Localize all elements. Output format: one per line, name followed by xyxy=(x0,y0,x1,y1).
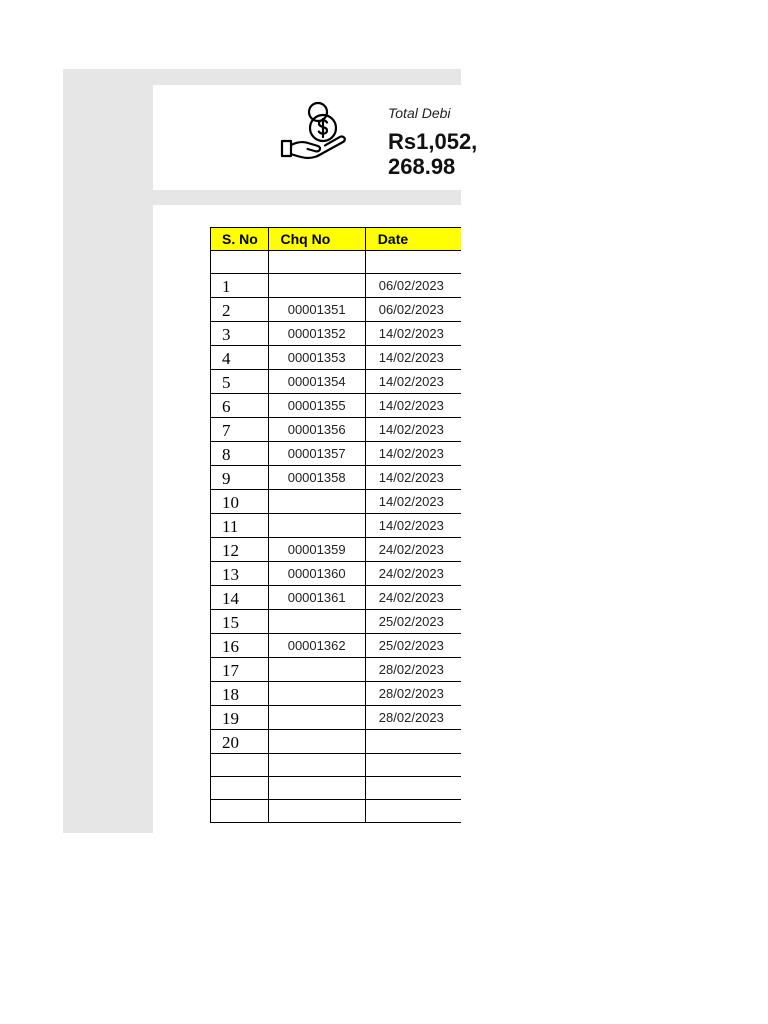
cell-s-no: 20 xyxy=(211,730,269,754)
table-row xyxy=(211,251,462,274)
cell-chq-no: 00001352 xyxy=(268,322,365,346)
table-row xyxy=(211,394,462,418)
cell-date xyxy=(365,754,461,777)
cell-chq-no xyxy=(268,251,365,274)
cell-chq-no: 00001354 xyxy=(268,370,365,394)
cell-chq-no xyxy=(268,682,365,706)
cell-date: 06/02/2023 xyxy=(365,274,461,298)
cell-chq-no: 00001355 xyxy=(268,394,365,418)
cell-s-no xyxy=(211,251,269,274)
header-date: Date xyxy=(365,228,461,251)
table-row xyxy=(211,777,462,800)
cell-s-no: 16 xyxy=(211,634,269,658)
cell-date: 28/02/2023 xyxy=(365,682,461,706)
cell-s-no: 3 xyxy=(211,322,269,346)
table-row xyxy=(211,800,462,823)
cell-chq-no xyxy=(268,800,365,823)
cell-s-no: 10 xyxy=(211,490,269,514)
cell-chq-no xyxy=(268,777,365,800)
ledger-panel xyxy=(153,205,461,833)
cell-s-no xyxy=(211,777,269,800)
hand-coins-icon xyxy=(279,99,349,171)
table-row xyxy=(211,514,462,538)
table-row xyxy=(211,418,462,442)
cell-s-no: 13 xyxy=(211,562,269,586)
cell-chq-no xyxy=(268,610,365,634)
cell-s-no: 4 xyxy=(211,346,269,370)
table-row xyxy=(211,682,462,706)
cell-s-no: 19 xyxy=(211,706,269,730)
cell-date: 14/02/2023 xyxy=(365,418,461,442)
cell-s-no: 5 xyxy=(211,370,269,394)
cell-s-no: 8 xyxy=(211,442,269,466)
cell-date: 14/02/2023 xyxy=(365,466,461,490)
cell-date: 14/02/2023 xyxy=(365,490,461,514)
table-row xyxy=(211,658,462,682)
total-debit-card xyxy=(153,85,478,190)
table-row xyxy=(211,634,462,658)
cell-chq-no: 00001353 xyxy=(268,346,365,370)
table-row xyxy=(211,562,462,586)
cell-chq-no: 00001360 xyxy=(268,562,365,586)
cell-chq-no: 00001359 xyxy=(268,538,365,562)
cell-date xyxy=(365,730,461,754)
table-row xyxy=(211,442,462,466)
cell-chq-no: 00001351 xyxy=(268,298,365,322)
cheque-ledger-table xyxy=(210,227,461,823)
cell-date: 14/02/2023 xyxy=(365,322,461,346)
cell-s-no: 14 xyxy=(211,586,269,610)
cell-chq-no xyxy=(268,658,365,682)
cell-date: 14/02/2023 xyxy=(365,346,461,370)
total-debit-value: Rs1,052,268.98 xyxy=(388,129,478,179)
cell-chq-no xyxy=(268,754,365,777)
cell-chq-no xyxy=(268,730,365,754)
cell-chq-no: 00001356 xyxy=(268,418,365,442)
table-row xyxy=(211,730,462,754)
cell-s-no: 18 xyxy=(211,682,269,706)
cell-date xyxy=(365,251,461,274)
cell-date: 14/02/2023 xyxy=(365,370,461,394)
cell-chq-no: 00001357 xyxy=(268,442,365,466)
table-row xyxy=(211,490,462,514)
cell-date: 14/02/2023 xyxy=(365,394,461,418)
cell-date: 14/02/2023 xyxy=(365,442,461,466)
cell-date: 24/02/2023 xyxy=(365,538,461,562)
cell-date xyxy=(365,777,461,800)
table-row xyxy=(211,370,462,394)
cell-s-no: 7 xyxy=(211,418,269,442)
cell-chq-no: 00001358 xyxy=(268,466,365,490)
cell-s-no: 15 xyxy=(211,610,269,634)
cell-s-no: 12 xyxy=(211,538,269,562)
table-row xyxy=(211,298,462,322)
cell-chq-no: 00001362 xyxy=(268,634,365,658)
cell-s-no: 2 xyxy=(211,298,269,322)
cell-s-no: 9 xyxy=(211,466,269,490)
cell-s-no: 17 xyxy=(211,658,269,682)
table-row xyxy=(211,610,462,634)
cell-date: 28/02/2023 xyxy=(365,706,461,730)
cell-date: 24/02/2023 xyxy=(365,586,461,610)
cell-chq-no xyxy=(268,514,365,538)
cell-date: 28/02/2023 xyxy=(365,658,461,682)
cell-date: 25/02/2023 xyxy=(365,610,461,634)
cell-s-no: 6 xyxy=(211,394,269,418)
table-row xyxy=(211,706,462,730)
header-s-no: S. No xyxy=(211,228,269,251)
cell-s-no xyxy=(211,800,269,823)
table-row xyxy=(211,586,462,610)
cell-date: 14/02/2023 xyxy=(365,514,461,538)
header-chq-no: Chq No xyxy=(268,228,365,251)
total-debit-label: Total Debi xyxy=(388,105,451,121)
table-header-row xyxy=(211,228,462,251)
cell-s-no: 1 xyxy=(211,274,269,298)
cell-s-no: 11 xyxy=(211,514,269,538)
cell-date: 24/02/2023 xyxy=(365,562,461,586)
table-row xyxy=(211,538,462,562)
table-row xyxy=(211,466,462,490)
cell-date: 06/02/2023 xyxy=(365,298,461,322)
cell-date: 25/02/2023 xyxy=(365,634,461,658)
cell-chq-no xyxy=(268,274,365,298)
table-row xyxy=(211,322,462,346)
cell-chq-no xyxy=(268,490,365,514)
table-row xyxy=(211,274,462,298)
table-row xyxy=(211,346,462,370)
cell-chq-no xyxy=(268,706,365,730)
cell-s-no xyxy=(211,754,269,777)
table-row xyxy=(211,754,462,777)
cell-date xyxy=(365,800,461,823)
cell-chq-no: 00001361 xyxy=(268,586,365,610)
